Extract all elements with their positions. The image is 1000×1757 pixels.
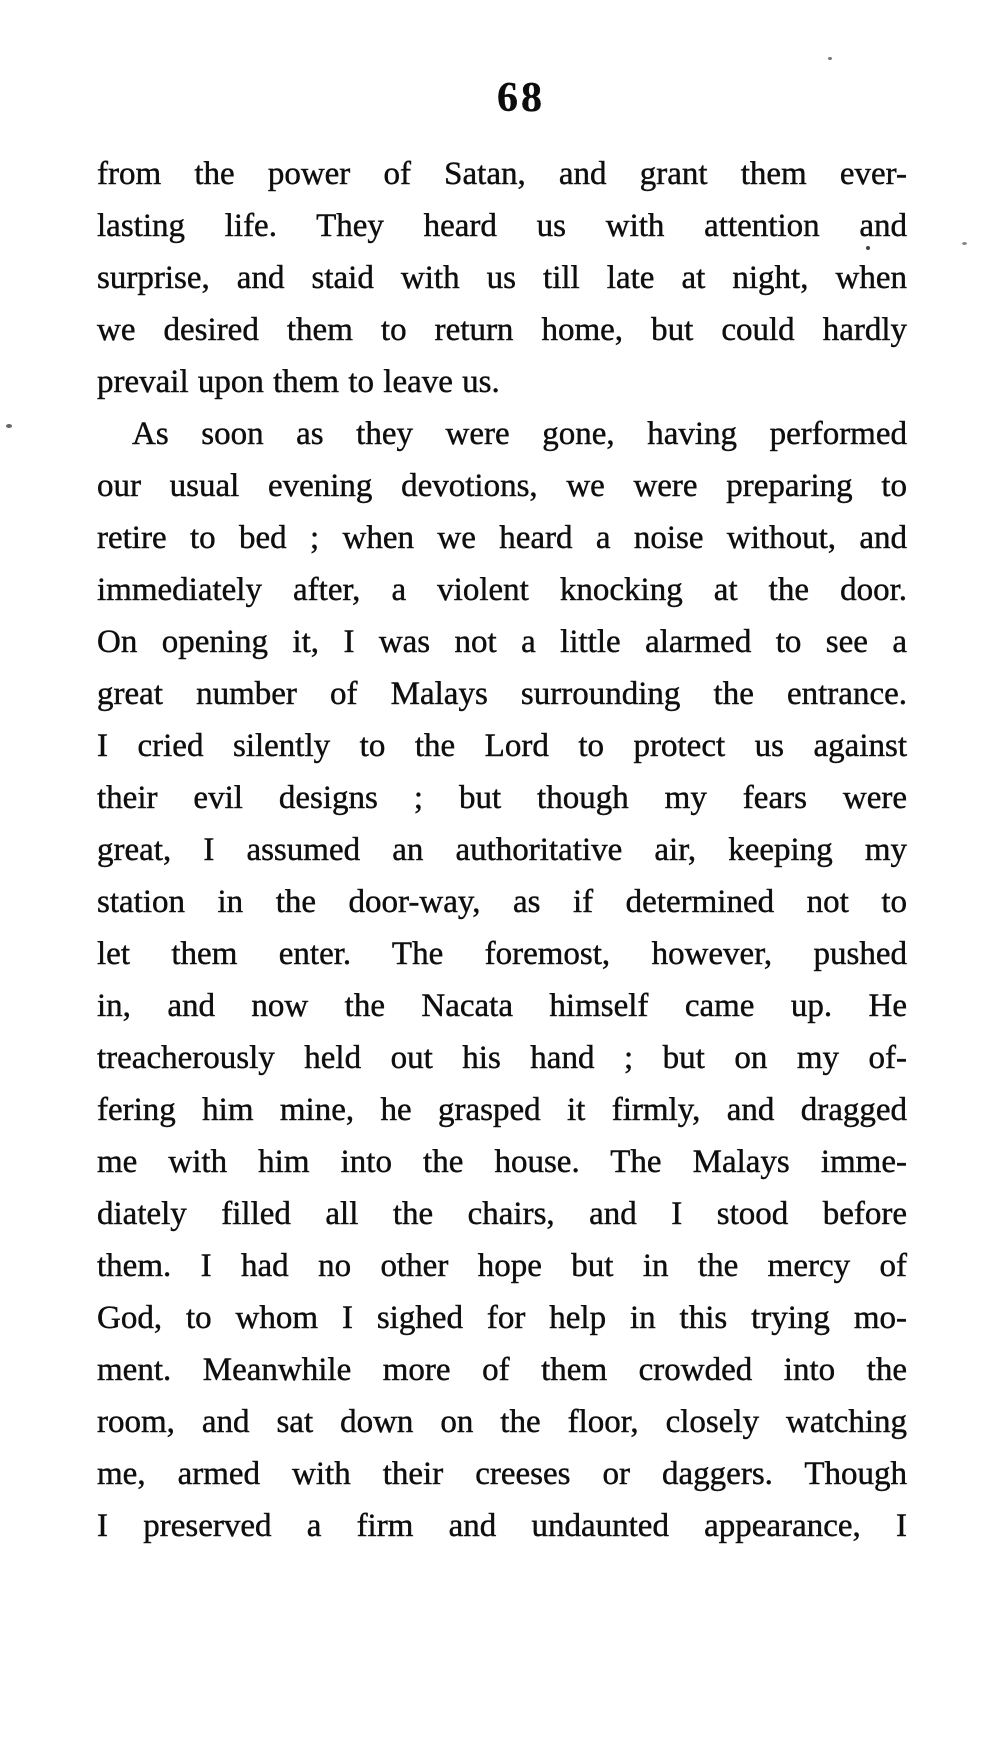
- text-line: let them enter. The foremost, however, pushed: [97, 936, 907, 972]
- text-line: them. I had no other hope but in the mercy of: [97, 1248, 907, 1284]
- paragraph-continuation: [97, 148, 907, 408]
- text-line: treacherously held out his hand ; but on my of-: [97, 1040, 907, 1076]
- text-line: great number of Malays surrounding the entrance.: [97, 676, 907, 712]
- text-line: room, and sat down on the floor, closely watching: [97, 1404, 907, 1440]
- text-line: prevail upon them to leave us.: [97, 364, 500, 400]
- text-line: from the power of Satan, and grant them ever-: [97, 156, 907, 192]
- text-line: fering him mine, he grasped it firmly, and dragged: [97, 1092, 907, 1128]
- text-line: me, armed with their creeses or daggers. Though: [97, 1456, 907, 1492]
- text-line: As soon as they were gone, having performed: [132, 416, 907, 452]
- text-line: immediately after, a violent knocking at the door.: [97, 572, 907, 608]
- text-line: lasting life. They heard us with attention and: [97, 208, 907, 244]
- text-line: ment. Meanwhile more of them crowded into the: [97, 1352, 907, 1388]
- scan-speck: [962, 242, 967, 245]
- scan-speck: [6, 424, 12, 428]
- text-line: God, to whom I sighed for help in this trying mo-: [97, 1300, 907, 1336]
- text-line: diately filled all the chairs, and I stood before: [97, 1196, 907, 1232]
- text-line: I preserved a firm and undaunted appearance, I: [97, 1508, 907, 1544]
- text-line: we desired them to return home, but could hardly: [97, 312, 907, 348]
- scan-speck: [828, 57, 832, 60]
- text-line: great, I assumed an authoritative air, keeping my: [97, 832, 907, 868]
- page-number: 68: [497, 75, 545, 121]
- text-line: On opening it, I was not a little alarmed to see a: [97, 624, 907, 660]
- text-line: I cried silently to the Lord to protect us against: [97, 728, 907, 764]
- page-text: [97, 148, 907, 1552]
- text-line: in, and now the Nacata himself came up. He: [97, 988, 907, 1024]
- text-line: surprise, and staid with us till late at night, when: [97, 260, 907, 296]
- text-line: their evil designs ; but though my fears were: [97, 780, 907, 816]
- scan-speck: [866, 246, 870, 250]
- text-line: station in the door-way, as if determined not to: [97, 884, 907, 920]
- paragraph-main: [97, 408, 907, 1552]
- text-line: me with him into the house. The Malays imme-: [97, 1144, 907, 1180]
- text-line: our usual evening devotions, we were preparing to: [97, 468, 907, 504]
- text-line: retire to bed ; when we heard a noise without, and: [97, 520, 907, 556]
